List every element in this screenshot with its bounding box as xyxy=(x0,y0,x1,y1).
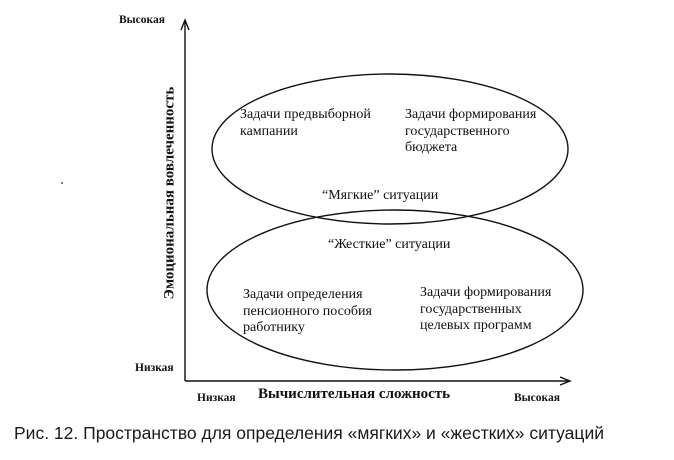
y-axis-title: Эмоциональная вовлеченность xyxy=(161,86,178,300)
x-axis-high-label: Высокая xyxy=(514,392,560,404)
soft-item-election: Задачи предвыборной кампании xyxy=(240,107,371,139)
x-axis-low-label: Низкая xyxy=(197,392,236,404)
x-axis-title: Вычислительная сложность xyxy=(258,386,451,402)
stray-dot xyxy=(61,182,63,184)
hard-item-pension: Задачи определения пенсионного пособия работнику xyxy=(243,287,372,336)
hard-item-target-programs: Задачи формирования государственных целевых программ xyxy=(420,285,552,334)
soft-item-budget: Задачи формирования государственного бюджета xyxy=(405,107,537,156)
y-axis-low-label: Низкая xyxy=(135,362,174,374)
y-axis-high-label: Высокая xyxy=(119,14,165,26)
figure-caption: Рис. 12. Пространство для определения «мягких» и «жестких» ситуаций xyxy=(14,423,604,443)
soft-situations-label: “Мягкие” ситуации xyxy=(322,188,439,203)
hard-situations-label: “Жесткие” ситуации xyxy=(328,237,451,252)
